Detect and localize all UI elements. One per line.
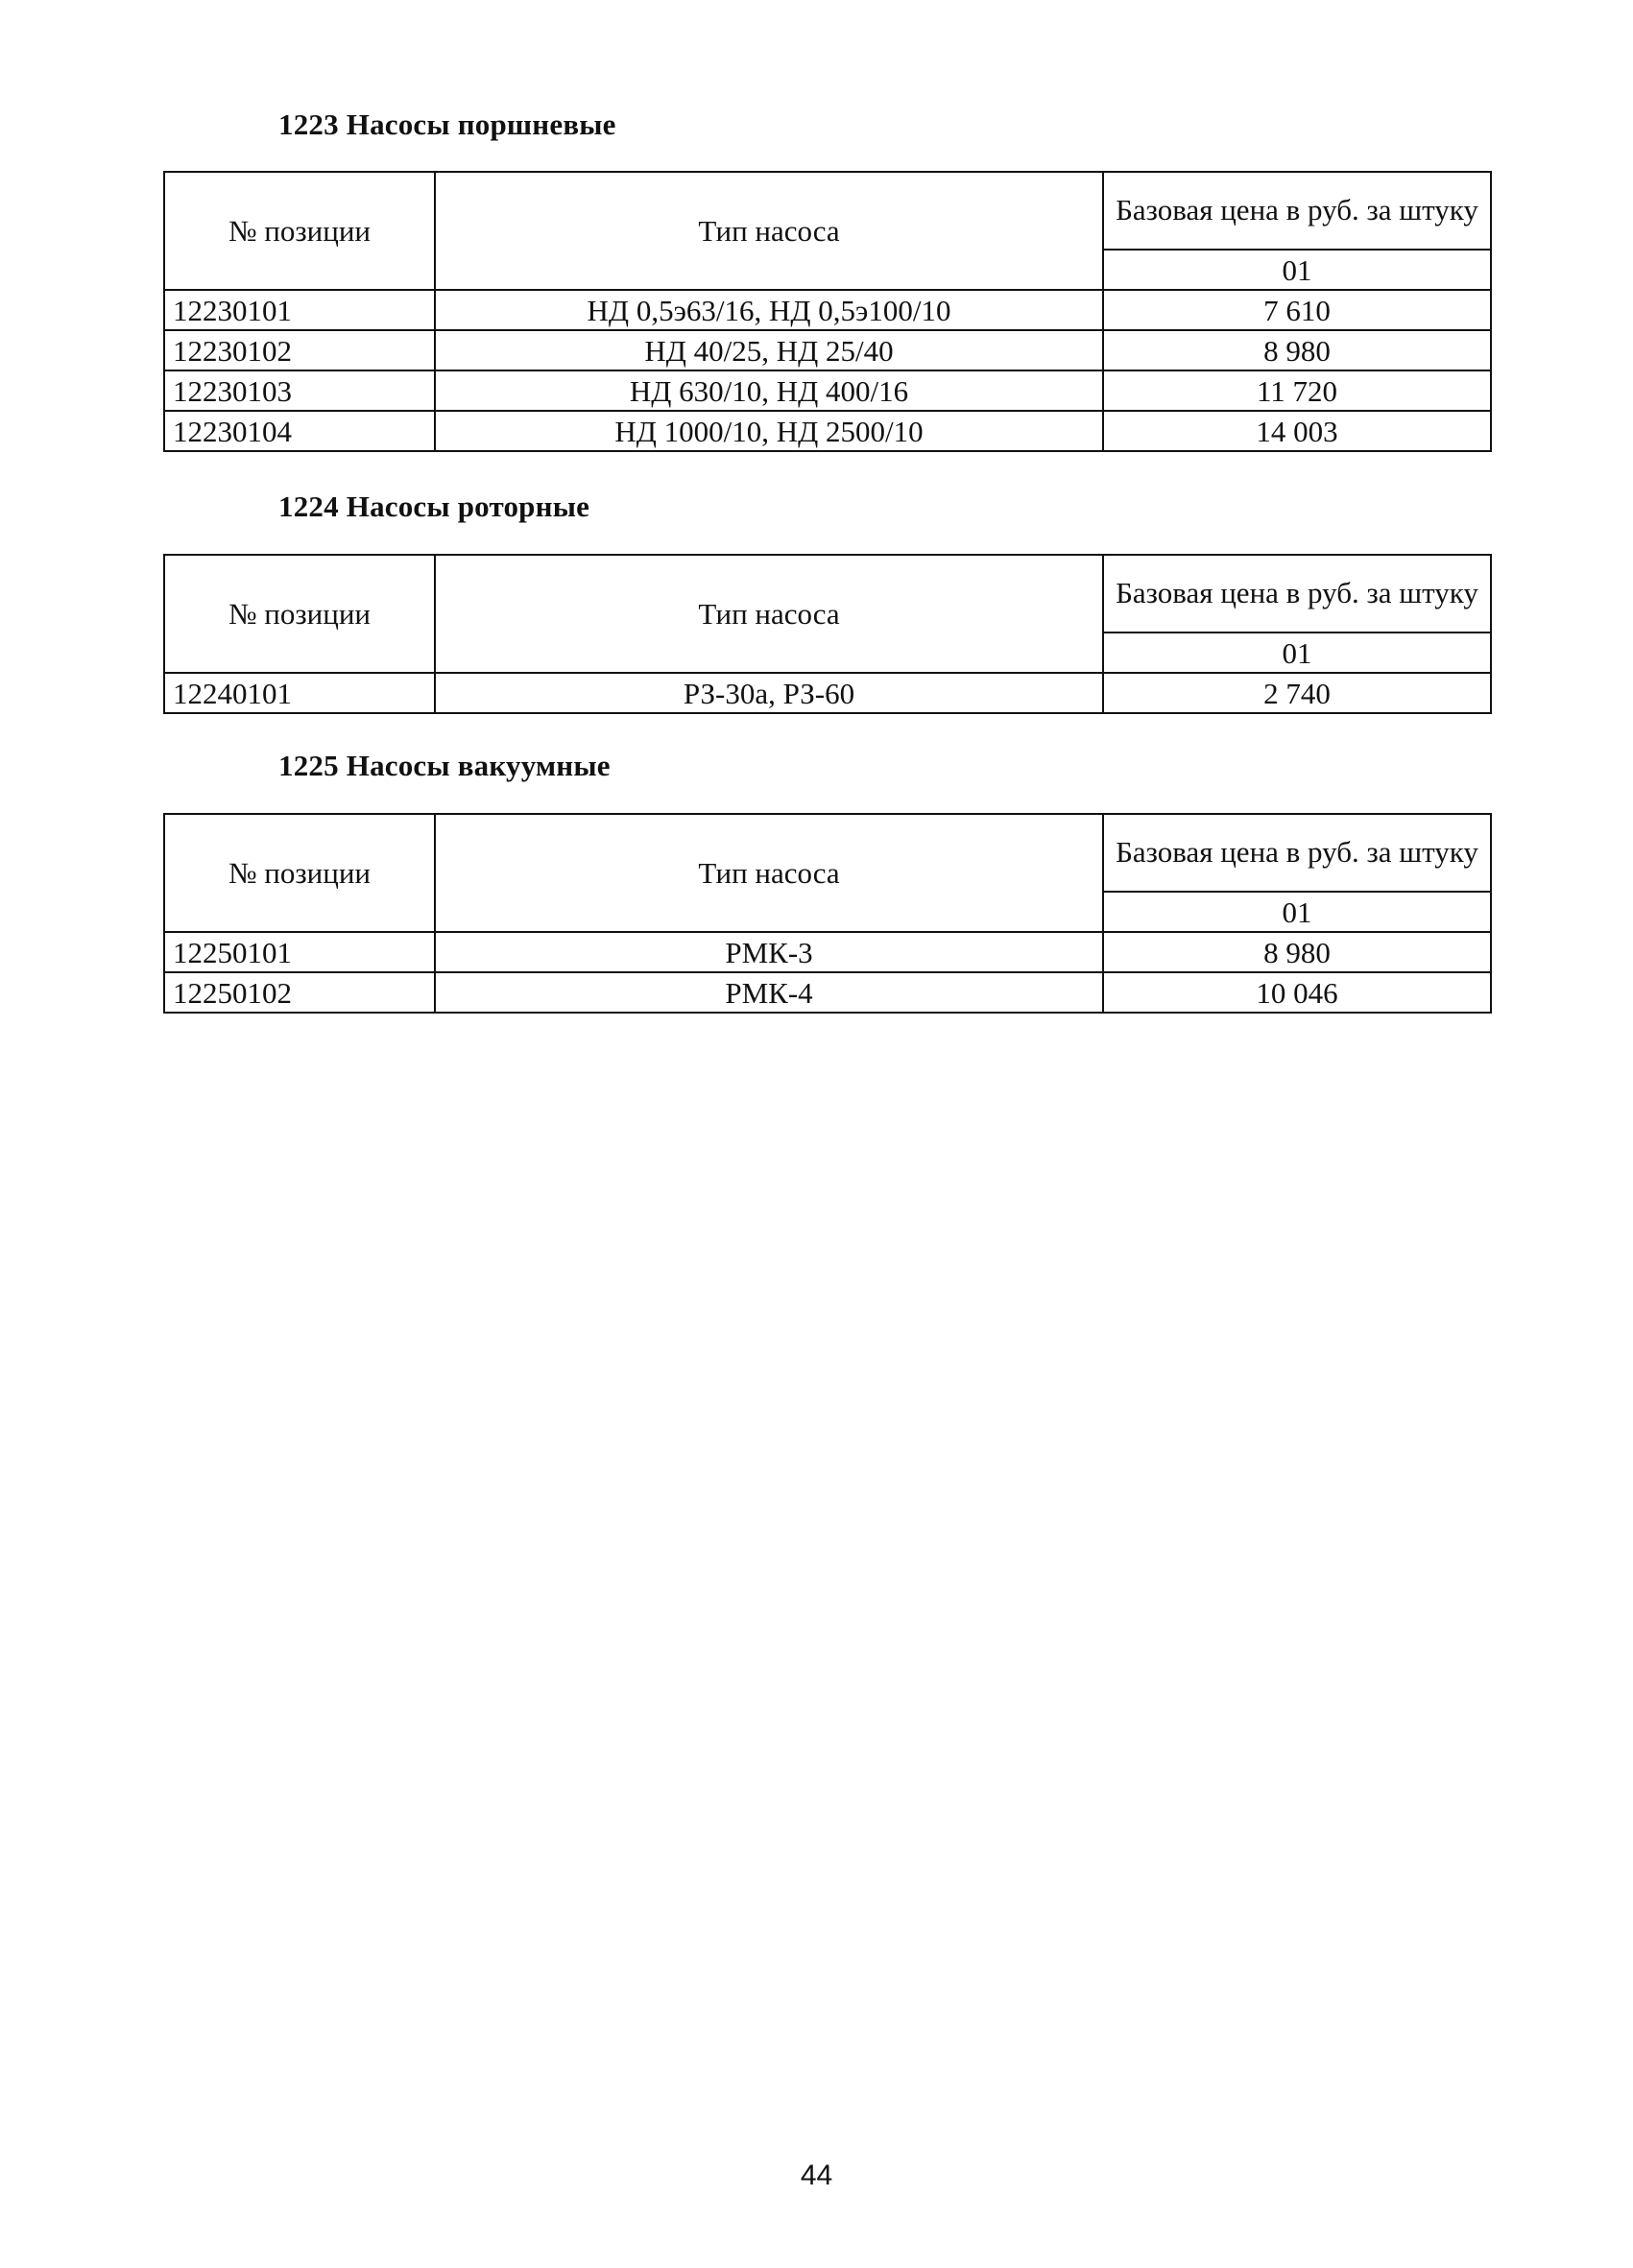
cell-position: 12230104: [164, 411, 435, 451]
cell-price: 8 980: [1103, 932, 1491, 972]
header-type: Тип насоса: [435, 555, 1103, 673]
cell-price: 8 980: [1103, 330, 1491, 370]
section-title-1223: 1223 Насосы поршневые: [278, 107, 616, 141]
header-position: № позиции: [164, 814, 435, 932]
cell-type: НД 630/10, НД 400/16: [435, 370, 1103, 411]
price-table-1224: [163, 554, 1492, 714]
cell-position: 12230102: [164, 330, 435, 370]
cell-position: 12230101: [164, 290, 435, 330]
table-header-row: [164, 555, 1491, 633]
cell-price: 10 046: [1103, 972, 1491, 1013]
price-table-1225: [163, 813, 1492, 1014]
cell-type: НД 0,5э63/16, НД 0,5э100/10: [435, 290, 1103, 330]
table-header-row: [164, 172, 1491, 250]
table-row: [164, 972, 1491, 1013]
table-row: [164, 330, 1491, 370]
header-price: Базовая цена в руб. за штуку: [1103, 814, 1491, 892]
table-row: [164, 673, 1491, 713]
price-table-1223: [163, 171, 1492, 452]
header-price: Базовая цена в руб. за штуку: [1103, 172, 1491, 250]
header-price: Базовая цена в руб. за штуку: [1103, 555, 1491, 633]
table-row: [164, 411, 1491, 451]
table-header-row: [164, 814, 1491, 892]
header-position: № позиции: [164, 555, 435, 673]
cell-position: 12250101: [164, 932, 435, 972]
cell-type: РМК-3: [435, 932, 1103, 972]
cell-price: 14 003: [1103, 411, 1491, 451]
header-type: Тип насоса: [435, 172, 1103, 290]
cell-type: РМК-4: [435, 972, 1103, 1013]
table-row: [164, 932, 1491, 972]
cell-position: 12250102: [164, 972, 435, 1013]
header-price-code: 01: [1103, 250, 1491, 290]
cell-position: 12240101: [164, 673, 435, 713]
table-row: [164, 290, 1491, 330]
header-position: № позиции: [164, 172, 435, 290]
header-type: Тип насоса: [435, 814, 1103, 932]
cell-price: 7 610: [1103, 290, 1491, 330]
header-price-code: 01: [1103, 633, 1491, 673]
cell-type: НД 1000/10, НД 2500/10: [435, 411, 1103, 451]
cell-price: 11 720: [1103, 370, 1491, 411]
table-row: [164, 370, 1491, 411]
header-price-code: 01: [1103, 892, 1491, 932]
section-title-1224: 1224 Насосы роторные: [278, 489, 590, 523]
page-number: 44: [800, 2160, 833, 2191]
cell-position: 12230103: [164, 370, 435, 411]
cell-type: НД 40/25, НД 25/40: [435, 330, 1103, 370]
cell-type: РЗ-30а, РЗ-60: [435, 673, 1103, 713]
cell-price: 2 740: [1103, 673, 1491, 713]
section-title-1225: 1225 Насосы вакуумные: [278, 749, 611, 782]
